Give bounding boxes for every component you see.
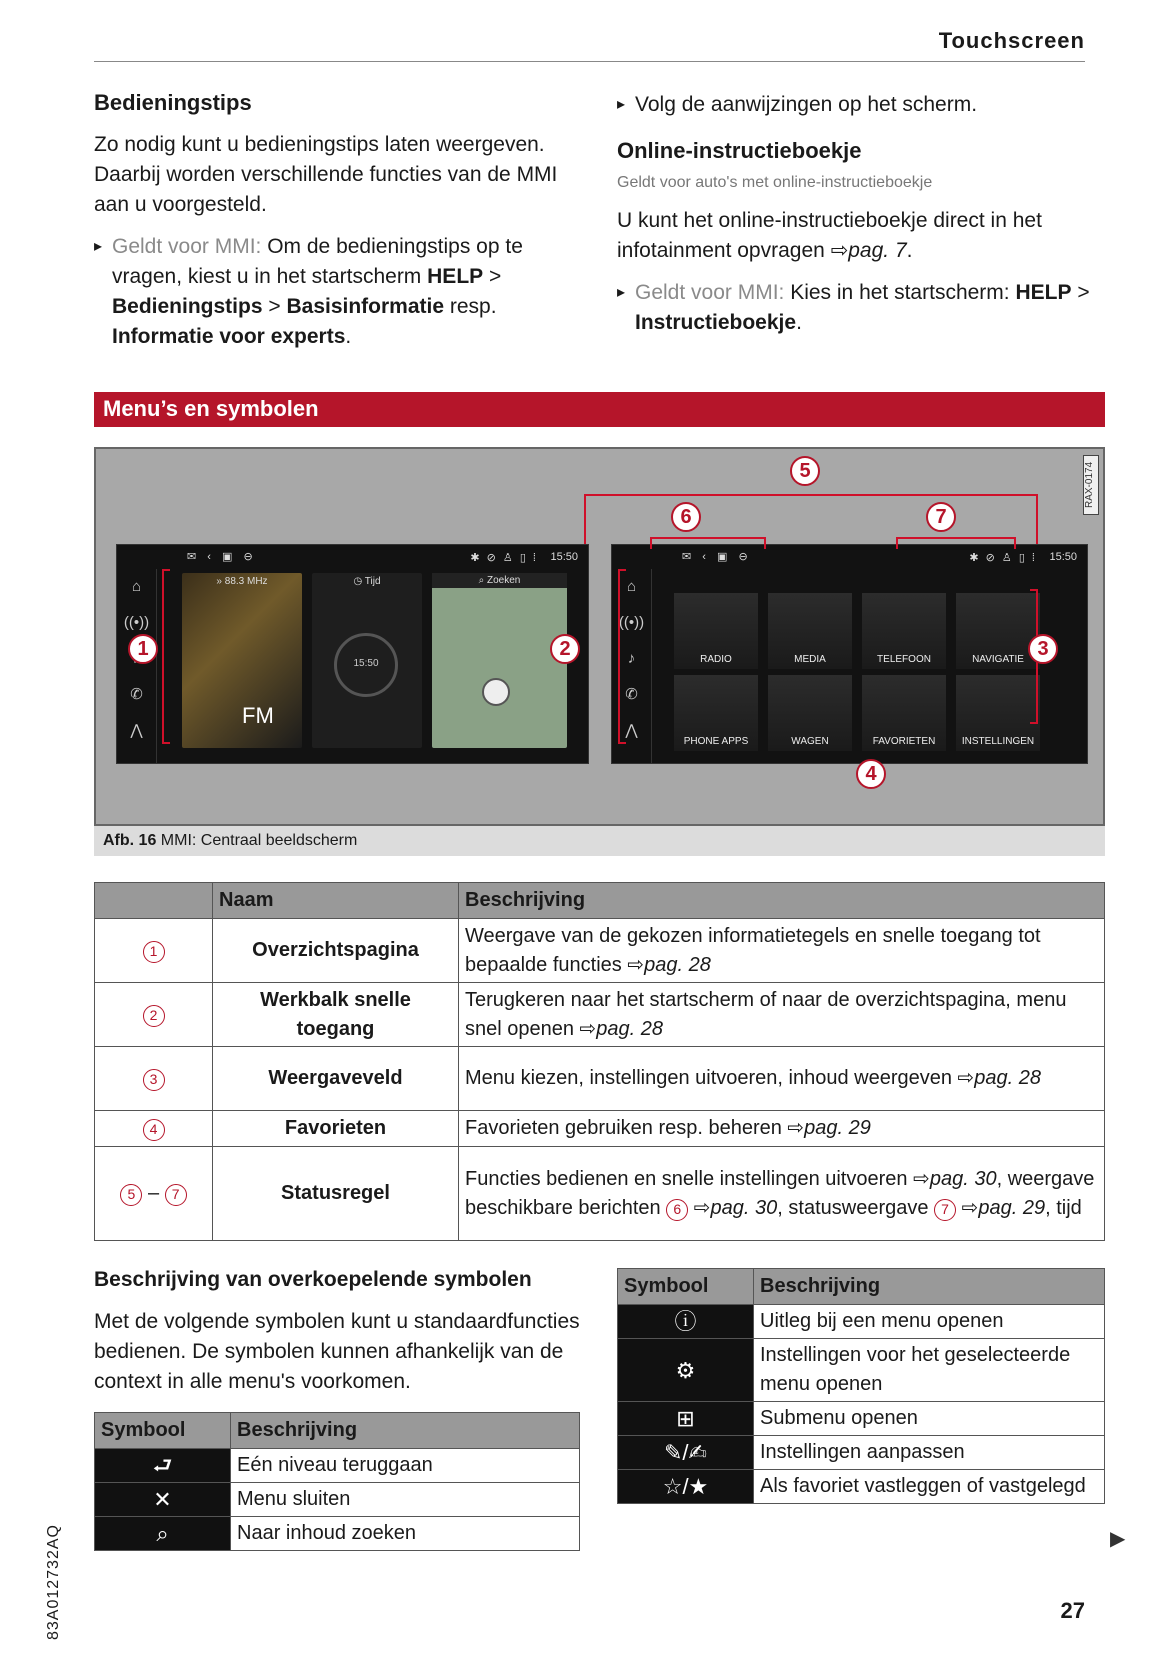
symbols-heading: Beschrijving van overkoepelende symbolen bbox=[94, 1268, 532, 1291]
search-icon: ⌕ bbox=[95, 1517, 231, 1551]
symbol-description: Instellingen aanpassen bbox=[754, 1436, 1105, 1470]
fm-label: FM bbox=[242, 703, 274, 728]
navigation-icon[interactable]: ⋀ bbox=[625, 722, 638, 739]
tile-label: INSTELLINGEN bbox=[961, 736, 1035, 747]
experts-label: Informatie voor experts bbox=[112, 325, 346, 348]
desc-text: Functies bedienen en snelle instellingen uitvoeren bbox=[465, 1167, 914, 1190]
page-ref: ⇨pag. 28 bbox=[579, 1017, 664, 1040]
row-description bbox=[459, 1111, 1105, 1147]
callout-bracket-7 bbox=[896, 537, 1016, 549]
symbol-description: Uitleg bij een menu openen bbox=[754, 1305, 1105, 1339]
callout-1: 1 bbox=[128, 634, 158, 664]
online-step-text: Kies in het startscherm: bbox=[784, 281, 1016, 304]
help-menu-label: HELP bbox=[1015, 281, 1072, 304]
callout-bracket-1 bbox=[162, 569, 170, 744]
callout-7: 7 bbox=[926, 502, 956, 532]
figure-caption bbox=[94, 826, 1105, 856]
map-tile-label: ⌕ Zoeken bbox=[432, 573, 567, 588]
online-note: Geldt voor auto's met online-instructieboekje bbox=[617, 174, 933, 191]
tile-label: TELEFOON bbox=[877, 654, 931, 665]
page-ref: ⇨pag. 29 bbox=[787, 1117, 871, 1139]
table-row bbox=[95, 1147, 1105, 1241]
radio-menu-tile[interactable] bbox=[674, 593, 758, 669]
phone-apps-tile[interactable] bbox=[674, 675, 758, 751]
status-icons-left: ✉ ‹ ▣ ⊖ bbox=[187, 551, 257, 563]
page-ref: ⇨pag. 28 bbox=[627, 953, 711, 976]
online-text-a: U kunt het online-instructieboekje direct in het infotainment opvragen bbox=[617, 209, 1042, 262]
online-step bbox=[617, 278, 1105, 338]
quick-access-bar bbox=[117, 569, 157, 763]
column-header: Beschrijving bbox=[459, 883, 1105, 919]
symbol-description: Instellingen voor het geselecteerde menu openen bbox=[754, 1339, 1105, 1402]
figure-caption-text: MMI: Centraal beeldscherm bbox=[156, 832, 358, 849]
table-row bbox=[618, 1402, 1105, 1436]
row-number bbox=[95, 1111, 213, 1147]
period: . bbox=[906, 239, 913, 262]
instructieboekje-label: Instructieboekje bbox=[635, 311, 797, 334]
status-bar bbox=[117, 549, 588, 567]
table-header-row bbox=[95, 883, 1105, 919]
desc-text: Terugkeren naar het startscherm of naar de overzichtspagina, menu snel openen bbox=[465, 988, 1067, 1040]
radio-icon[interactable]: ((•)) bbox=[618, 614, 645, 631]
callout-ref: 2 bbox=[143, 1005, 165, 1027]
row-name: Werkbalk snelle toegang bbox=[213, 983, 459, 1047]
navigation-menu-tile[interactable] bbox=[956, 593, 1040, 669]
table-row bbox=[618, 1339, 1105, 1402]
symbol-description: Eén niveau teruggaan bbox=[231, 1449, 580, 1483]
range-dash: – bbox=[147, 1182, 160, 1204]
map-position-icon bbox=[482, 678, 510, 706]
mmi-figure bbox=[94, 447, 1105, 826]
row-description bbox=[459, 983, 1105, 1047]
table-row bbox=[95, 919, 1105, 983]
callout-ref: 7 bbox=[934, 1199, 956, 1221]
section-title: Touchscreen bbox=[938, 28, 1085, 53]
page-ref: ⇨pag. 30 bbox=[913, 1167, 997, 1190]
page-number: 27 bbox=[1060, 1598, 1085, 1623]
status-icons-right: ✱ ⊘ ♙ ▯ ⁞ bbox=[470, 552, 538, 564]
table-row bbox=[95, 1111, 1105, 1147]
figure-code: RAX-0174 bbox=[1083, 455, 1099, 515]
phone-icon[interactable]: ✆ bbox=[130, 686, 143, 703]
symbol-description: Naar inhoud zoeken bbox=[231, 1517, 580, 1551]
media-menu-tile[interactable] bbox=[768, 593, 852, 669]
callout-ref: 6 bbox=[666, 1199, 688, 1221]
home-screen bbox=[611, 544, 1088, 764]
symbol-description: Submenu openen bbox=[754, 1402, 1105, 1436]
row-number bbox=[95, 919, 213, 983]
column-header: Symbool bbox=[95, 1413, 231, 1449]
tips-step bbox=[94, 232, 581, 352]
tile-label: WAGEN bbox=[791, 736, 829, 747]
status-icons-left: ✉ ‹ ▣ ⊖ bbox=[682, 551, 752, 563]
status-bar bbox=[612, 549, 1087, 567]
online-text bbox=[617, 206, 1105, 266]
tile-label: PHONE APPS bbox=[683, 736, 749, 747]
period: . bbox=[796, 311, 802, 334]
column-header: Beschrijving bbox=[754, 1269, 1105, 1305]
symbol-description: Menu sluiten bbox=[231, 1483, 580, 1517]
applies-label: Geldt voor MMI: bbox=[635, 281, 785, 304]
overview-screen bbox=[116, 544, 589, 764]
basisinformatie-label: Basisinformatie bbox=[286, 295, 445, 318]
row-number bbox=[95, 1147, 213, 1241]
desc-text: Favorieten gebruiken resp. beheren bbox=[465, 1117, 788, 1139]
symbols-table-right bbox=[617, 1268, 1105, 1504]
table-row bbox=[95, 1449, 580, 1483]
tips-intro: Zo nodig kunt u bedieningstips laten weergeven. Daarbij worden verschillende functies van de MMI aan u voorgesteld. bbox=[94, 133, 558, 216]
page-ref: ⇨pag. 29 bbox=[956, 1196, 1046, 1219]
callout-ref: 5 bbox=[120, 1184, 142, 1206]
callout-5: 5 bbox=[790, 456, 820, 486]
edit-icon: ✎/✍ bbox=[618, 1436, 754, 1470]
symbol-description: Als favoriet vastleggen of vastgelegd bbox=[754, 1470, 1105, 1504]
gear-icon: ⚙ bbox=[618, 1339, 754, 1402]
resp: resp. bbox=[444, 295, 497, 318]
row-name: Overzichtspagina bbox=[213, 919, 459, 983]
page-ref: ⇨pag. 7 bbox=[830, 239, 907, 262]
callout-ref: 7 bbox=[165, 1184, 187, 1206]
row-number bbox=[95, 983, 213, 1047]
grid-icon: ⊞ bbox=[618, 1402, 754, 1436]
applies-label: Geldt voor MMI: bbox=[112, 235, 262, 258]
follow-step: ▸ Volg de aanwijzingen op het scherm. bbox=[617, 90, 1105, 120]
star-icon: ☆/★ bbox=[618, 1470, 754, 1504]
table-row bbox=[618, 1470, 1105, 1504]
legend-table bbox=[94, 882, 1105, 1241]
music-icon[interactable]: ♪ bbox=[627, 650, 636, 667]
clock-tile[interactable] bbox=[312, 573, 422, 748]
sep: > bbox=[1071, 281, 1090, 304]
figure-label: Afb. 16 bbox=[103, 832, 157, 849]
callout-bracket-6 bbox=[650, 537, 766, 549]
page-ref: ⇨pag. 28 bbox=[957, 1067, 1042, 1089]
continue-arrow-icon: ▶ bbox=[1110, 1528, 1126, 1550]
desc-text: , tijd bbox=[1045, 1196, 1082, 1219]
radio-tile[interactable] bbox=[182, 573, 302, 748]
desc-text: Menu kiezen, instellingen uitvoeren, inhoud weergeven bbox=[465, 1067, 958, 1089]
column-header: Beschrijving bbox=[231, 1413, 580, 1449]
vehicle-tile[interactable] bbox=[768, 675, 852, 751]
sep: > bbox=[483, 265, 502, 288]
clock-tile-label: ◷ Tijd bbox=[353, 576, 381, 587]
status-icons-right: ✱ ⊘ ♙ ▯ ⁞ bbox=[969, 552, 1037, 564]
online-heading: Online-instructieboekje bbox=[617, 138, 862, 163]
home-icon[interactable]: ⌂ bbox=[626, 578, 637, 595]
sep: > bbox=[262, 295, 287, 318]
desc-text: Weergave van de gekozen informatietegels en snelle toegang tot bepaalde functies bbox=[465, 924, 1041, 976]
status-time: 15:50 bbox=[550, 551, 578, 563]
tips-step-text: Om de bedieningstips op te vragen, kiest u in het startscherm bbox=[112, 235, 523, 288]
row-name: Statusregel bbox=[213, 1147, 459, 1241]
navigation-icon[interactable]: ⋀ bbox=[130, 722, 143, 739]
callout-6: 6 bbox=[671, 502, 701, 532]
page-ref: ⇨pag. 30 bbox=[688, 1196, 778, 1219]
column-header bbox=[95, 883, 213, 919]
table-header-row bbox=[95, 1413, 580, 1449]
home-icon[interactable]: ⌂ bbox=[131, 578, 142, 595]
row-description bbox=[459, 1047, 1105, 1111]
radio-icon[interactable]: ((•)) bbox=[123, 614, 150, 631]
callout-ref: 3 bbox=[143, 1069, 165, 1091]
bedieningstips-menu-label: Bedieningstips bbox=[112, 295, 263, 318]
section-band bbox=[94, 392, 1105, 427]
map-tile[interactable] bbox=[432, 573, 567, 748]
symbols-intro: Met de volgende symbolen kunt u standaardfuncties bedienen. De symbolen kunnen afhankelijk van de context in alle menu's voorkomen. bbox=[94, 1310, 580, 1393]
column-header: Symbool bbox=[618, 1269, 754, 1305]
row-name: Weergaveveld bbox=[213, 1047, 459, 1111]
close-icon: ✕ bbox=[95, 1483, 231, 1517]
tips-heading: Bedieningstips bbox=[94, 90, 252, 115]
table-row bbox=[618, 1305, 1105, 1339]
table-row bbox=[95, 1047, 1105, 1111]
row-description bbox=[459, 1147, 1105, 1241]
header-rule bbox=[94, 61, 1085, 62]
help-menu-label: HELP bbox=[427, 265, 484, 288]
table-row bbox=[95, 1483, 580, 1517]
section-band-title: Menu’s en symbolen bbox=[103, 396, 319, 421]
table-row bbox=[95, 983, 1105, 1047]
tile-label: FAVORIETEN bbox=[872, 736, 936, 747]
callout-ref: 4 bbox=[143, 1119, 165, 1141]
status-time: 15:50 bbox=[1049, 551, 1077, 563]
symbols-table-left bbox=[94, 1412, 580, 1551]
callout-ref: 1 bbox=[143, 941, 165, 963]
callout-2: 2 bbox=[550, 634, 580, 664]
table-row bbox=[95, 1517, 580, 1551]
tile-label: NAVIGATIE bbox=[972, 654, 1024, 665]
callout-4: 4 bbox=[856, 759, 886, 789]
period: . bbox=[345, 325, 352, 348]
phone-icon[interactable]: ✆ bbox=[625, 686, 638, 703]
phone-menu-tile[interactable] bbox=[862, 593, 946, 669]
radio-tile-label: » 88.3 MHz bbox=[216, 576, 268, 587]
favorites-tile[interactable] bbox=[862, 675, 946, 751]
column-header: Naam bbox=[213, 883, 459, 919]
back-arrow-icon: ⮐ bbox=[95, 1449, 231, 1483]
desc-text: , weergave beschikbare berichten bbox=[465, 1167, 1095, 1219]
callout-bracket-2 bbox=[618, 569, 626, 744]
callout-3: 3 bbox=[1028, 634, 1058, 664]
row-name: Favorieten bbox=[213, 1111, 459, 1147]
online-column bbox=[617, 90, 1105, 338]
tile-label: RADIO bbox=[700, 654, 732, 665]
table-header-row bbox=[618, 1269, 1105, 1305]
document-code: 83A012732AQ bbox=[45, 1524, 62, 1640]
tile-label: MEDIA bbox=[794, 654, 826, 665]
table-row bbox=[618, 1436, 1105, 1470]
info-icon: ⓘ bbox=[618, 1305, 754, 1339]
settings-tile[interactable] bbox=[956, 675, 1040, 751]
clock-face: 15:50 bbox=[334, 633, 398, 697]
desc-text: , statusweergave bbox=[777, 1196, 935, 1219]
row-number bbox=[95, 1047, 213, 1111]
tips-column bbox=[94, 90, 581, 352]
row-description bbox=[459, 919, 1105, 983]
